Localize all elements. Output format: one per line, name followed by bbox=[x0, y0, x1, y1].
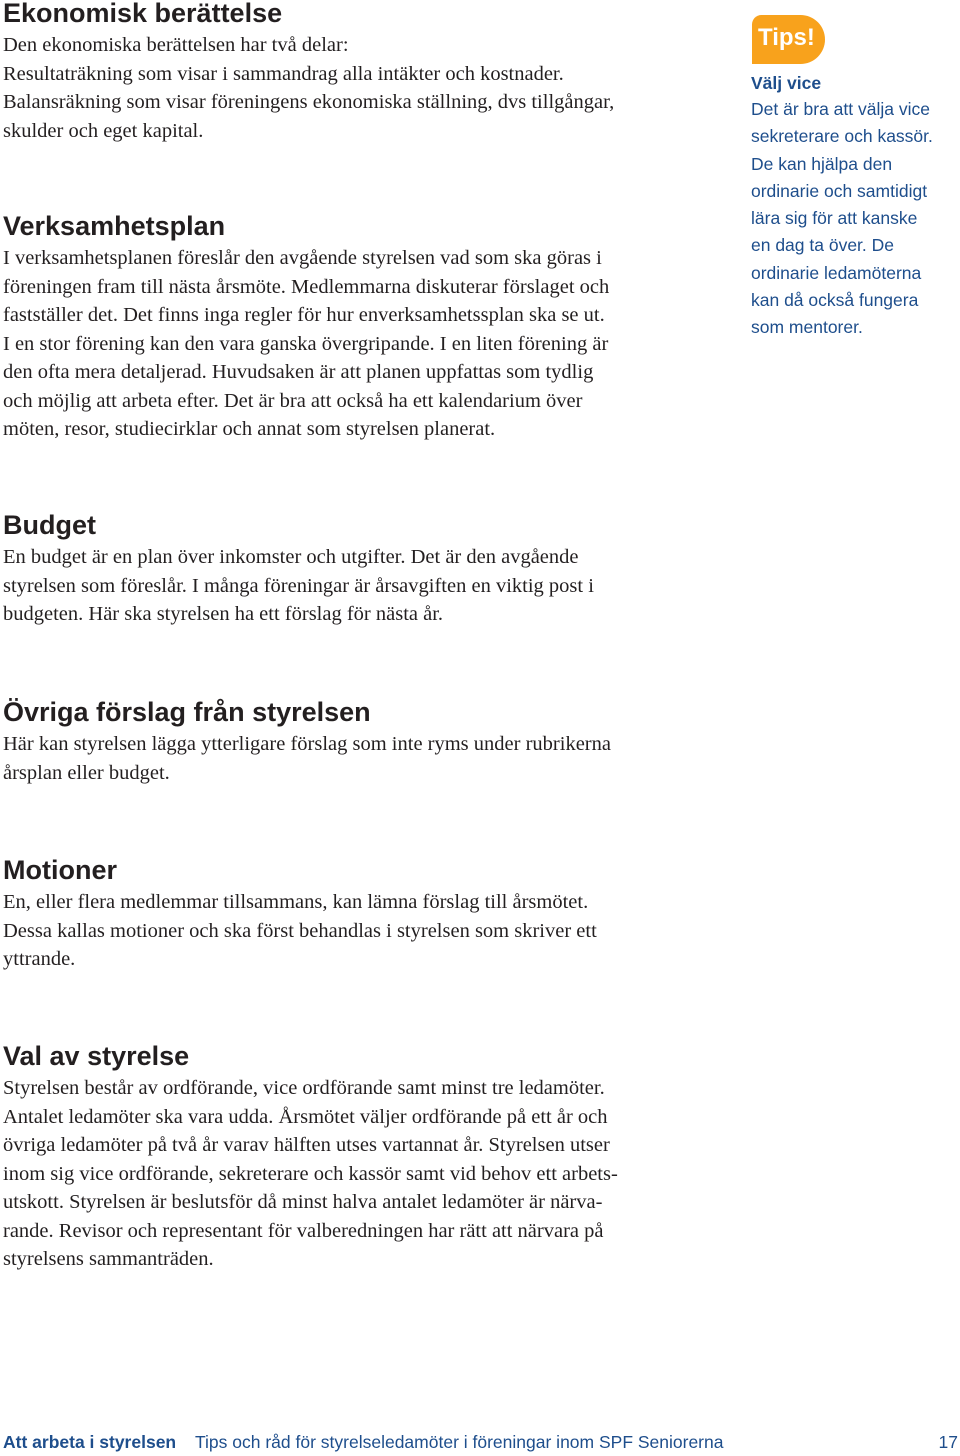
section-heading: Ekonomisk berättelse bbox=[3, 0, 283, 28]
text-line: styrelsens sammanträden. bbox=[3, 1248, 214, 1270]
footer-brand: Att arbeta i styrelsen bbox=[3, 1432, 177, 1452]
text-line: Den ekonomiska berättelsen har två delar: bbox=[3, 34, 349, 56]
text-line: rande. Revisor och representant för valberedningen har rätt att närvara på bbox=[3, 1219, 604, 1242]
text-line: utskott. Styrelsen är beslutsför då minst halva antalet ledamöter är närva- bbox=[3, 1191, 603, 1213]
text-line: möten, resor, studiecirklar och annat som styrelsen planerat. bbox=[3, 418, 496, 440]
section-heading: Budget bbox=[3, 510, 96, 540]
text-line: inom sig vice ordförande, sekreterare och kassör samt vid behov ett arbets- bbox=[3, 1162, 618, 1185]
text-line: övriga ledamöter på två år varav hälften utses vartannat år. Styrelsen utser bbox=[3, 1134, 610, 1156]
text-line: I en stor förening kan den vara ganska övergripande. I en liten förening är bbox=[3, 332, 609, 355]
text-line: Resultaträkning som visar i sammandrag alla intäkter och kostnader. bbox=[3, 62, 564, 85]
section-body bbox=[3, 31, 723, 145]
tips-title: Välj vice bbox=[751, 73, 822, 93]
section-body bbox=[3, 1074, 723, 1274]
tips-line: ordinarie ledamöterna bbox=[751, 262, 922, 283]
tips-line: lära sig för att kanske bbox=[751, 208, 918, 229]
section-motioner bbox=[3, 855, 723, 974]
tips-sidebar bbox=[751, 15, 956, 342]
tips-line: Det är bra att välja vice bbox=[751, 99, 930, 119]
text-line: yttrande. bbox=[3, 948, 76, 970]
section-heading: Val av styrelse bbox=[3, 1041, 190, 1071]
page-number: 17 bbox=[938, 1432, 958, 1452]
section-budget bbox=[3, 510, 723, 629]
footer-subtitle: Tips och råd för styrelseledamöter i föreningar inom SPF Seniorerna bbox=[195, 1432, 724, 1452]
text-line: årsplan eller budget. bbox=[3, 761, 170, 784]
section-ekonomisk-berattelse bbox=[3, 0, 723, 145]
tips-badge: Tips! bbox=[752, 15, 825, 64]
text-line: skulder och eget kapital. bbox=[3, 119, 204, 142]
section-verksamhetsplan bbox=[3, 211, 723, 444]
text-line: Styrelsen består av ordförande, vice ordförande samt minst tre ledamöter. bbox=[3, 1077, 605, 1099]
text-line: och möjlig att arbeta efter. Det är bra att också ha ett kalendarium över bbox=[3, 389, 583, 412]
section-ovriga-forslag bbox=[3, 697, 723, 787]
section-heading: Verksamhetsplan bbox=[3, 211, 226, 241]
section-body bbox=[3, 888, 723, 974]
text-line: föreningen fram till nästa årsmöte. Medlemmarna diskuterar förslaget och bbox=[3, 275, 610, 298]
text-line: fastställer det. Det finns inga regler för hur enverksamhetssplan ska se ut. bbox=[3, 304, 605, 326]
text-line: Antalet ledamöter ska vara udda. Årsmötet väljer ordförande på ett år och bbox=[3, 1105, 608, 1128]
section-val-av-styrelse bbox=[3, 1041, 723, 1274]
tips-line: De kan hjälpa den bbox=[751, 153, 893, 174]
text-line: den ofta mera detaljerad. Huvudsaken är att planen uppfattas som tydlig bbox=[3, 361, 594, 383]
text-line: budgeten. Här ska styrelsen ha ett förslag för nästa år. bbox=[3, 603, 444, 625]
text-line: En, eller flera medlemmar tillsammans, kan lämna förslag till årsmötet. bbox=[3, 891, 589, 913]
section-heading: Övriga förslag från styrelsen bbox=[3, 697, 371, 727]
text-line: Här kan styrelsen lägga ytterligare förslag som inte ryms under rubrikerna bbox=[3, 733, 611, 755]
text-line: I verksamhetsplanen föreslår den avgående styrelsen vad som ska göras i bbox=[3, 247, 602, 269]
text-line: En budget är en plan över inkomster och utgifter. Det är den avgående bbox=[3, 546, 579, 568]
tips-line: sekreterare och kassör. bbox=[751, 126, 933, 147]
tips-line: en dag ta över. De bbox=[751, 235, 895, 256]
section-body bbox=[3, 730, 723, 787]
section-heading: Motioner bbox=[3, 855, 117, 885]
section-body bbox=[3, 543, 723, 629]
tips-line: kan då också fungera bbox=[751, 290, 919, 311]
page-footer bbox=[3, 1429, 960, 1455]
tips-line: ordinarie och samtidigt bbox=[751, 180, 928, 201]
section-body bbox=[3, 244, 723, 444]
text-line: Balansräkning som visar föreningens ekonomiska ställning, dvs tillgångar, bbox=[3, 91, 615, 113]
tips-line: som mentorer. bbox=[751, 317, 863, 338]
text-line: Dessa kallas motioner och ska först behandlas i styrelsen som skriver ett bbox=[3, 919, 597, 942]
text-line: styrelsen som föreslår. I många föreningar är årsavgiften en viktig post i bbox=[3, 574, 594, 597]
tips-body bbox=[751, 96, 956, 342]
